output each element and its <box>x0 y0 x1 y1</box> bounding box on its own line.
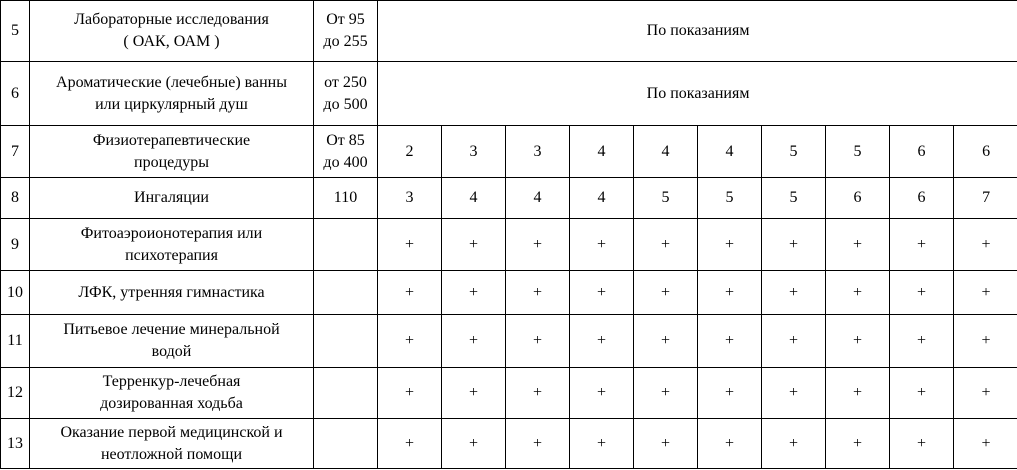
value-cell: + <box>890 219 954 271</box>
value-cell: + <box>634 419 698 469</box>
value-cell: + <box>570 368 634 419</box>
price-line: От 95 <box>326 11 365 28</box>
value-cell: + <box>506 219 570 271</box>
value-cell: 2 <box>378 126 442 178</box>
table-row <box>1 178 1017 219</box>
value-cell: 4 <box>506 178 570 219</box>
service-name-line: Ароматические (лечебные) ванны <box>56 73 287 91</box>
value-cell: + <box>442 219 506 271</box>
table-row <box>1 219 1017 271</box>
service-name-line: Питьевое лечение минеральной <box>63 321 280 338</box>
service-name <box>30 419 314 469</box>
service-name-line: или циркулярный душ <box>95 95 248 113</box>
service-name-line: дозированная ходьба <box>100 395 243 412</box>
row-number: 7 <box>1 126 30 178</box>
value-cell: 5 <box>826 126 890 178</box>
value-cell: + <box>762 368 826 419</box>
service-name-line: Фитоаэроионотерапия или <box>80 224 263 242</box>
row-number: 9 <box>1 219 30 271</box>
value-cell: + <box>634 219 698 271</box>
value-cell: + <box>698 368 762 419</box>
value-cell: + <box>442 271 506 315</box>
table-row <box>1 368 1017 419</box>
value-cell: + <box>570 419 634 469</box>
price-cell <box>314 178 378 219</box>
price-line: до 400 <box>323 153 368 171</box>
value-cell: + <box>762 315 826 368</box>
value-cell: + <box>954 368 1017 419</box>
value-cell: + <box>506 419 570 469</box>
value-cell: + <box>826 219 890 271</box>
table-body <box>1 1 1017 469</box>
service-name-line: Лабораторные исследования <box>74 11 269 28</box>
value-cell: + <box>442 368 506 419</box>
value-cell: 4 <box>570 178 634 219</box>
value-cell: + <box>570 271 634 315</box>
value-cell: + <box>762 219 826 271</box>
price-cell <box>314 219 378 271</box>
service-name-line: процедуры <box>134 153 209 171</box>
row-number: 8 <box>1 178 30 219</box>
price-line: от 250 <box>324 73 367 91</box>
service-name <box>30 62 314 126</box>
value-cell: + <box>634 271 698 315</box>
value-cell: + <box>890 419 954 469</box>
value-cell: + <box>378 315 442 368</box>
price-cell <box>314 126 378 178</box>
value-cell: + <box>890 368 954 419</box>
price-cell <box>314 368 378 419</box>
indication-cell: По показаниям <box>378 1 1017 62</box>
service-name-line: ( ОАК, ОАМ ) <box>123 33 220 50</box>
value-cell: 7 <box>954 178 1017 219</box>
value-cell: + <box>826 368 890 419</box>
service-name-line: неотложной помощи <box>100 445 243 463</box>
value-cell: + <box>378 219 442 271</box>
row-number: 12 <box>1 368 30 419</box>
value-cell: 6 <box>954 126 1017 178</box>
service-name-line: Терренкур-лечебная <box>102 373 241 390</box>
price-line: до 255 <box>323 33 368 50</box>
price-line: до 500 <box>323 95 368 113</box>
value-cell: 6 <box>826 178 890 219</box>
value-cell: + <box>570 219 634 271</box>
service-name <box>30 315 314 368</box>
price-cell <box>314 1 378 62</box>
value-cell: 3 <box>506 126 570 178</box>
value-cell: 5 <box>762 126 826 178</box>
service-name <box>30 271 314 315</box>
service-name-line: психотерапия <box>125 246 218 264</box>
value-cell: + <box>506 368 570 419</box>
value-cell: + <box>826 271 890 315</box>
indication-cell: По показаниям <box>378 62 1017 126</box>
value-cell: 4 <box>634 126 698 178</box>
value-cell: 3 <box>378 178 442 219</box>
table-row <box>1 1 1017 62</box>
value-cell: 6 <box>890 126 954 178</box>
table-row <box>1 419 1017 469</box>
value-cell: + <box>890 271 954 315</box>
value-cell: + <box>762 271 826 315</box>
value-cell: + <box>826 315 890 368</box>
value-cell: + <box>954 315 1017 368</box>
service-name-line: Оказание первой медицинской и <box>60 423 283 441</box>
price-line: От 85 <box>326 131 365 149</box>
value-cell: + <box>890 315 954 368</box>
value-cell: + <box>378 419 442 469</box>
price-cell <box>314 62 378 126</box>
value-cell: + <box>954 219 1017 271</box>
value-cell: + <box>954 419 1017 469</box>
price-cell <box>314 315 378 368</box>
value-cell: + <box>570 315 634 368</box>
service-name <box>30 178 314 219</box>
value-cell: + <box>826 419 890 469</box>
value-cell: 4 <box>698 126 762 178</box>
value-cell: + <box>378 271 442 315</box>
value-cell: 4 <box>570 126 634 178</box>
value-cell: + <box>442 419 506 469</box>
value-cell: + <box>698 219 762 271</box>
service-name-line: ЛФК, утренняя гимнастика <box>78 283 265 301</box>
service-name-line: Физиотерапевтические <box>92 131 251 149</box>
table-row <box>1 126 1017 178</box>
value-cell: + <box>506 315 570 368</box>
value-cell: + <box>698 315 762 368</box>
service-name <box>30 126 314 178</box>
price-cell <box>314 271 378 315</box>
row-number: 5 <box>1 1 30 62</box>
service-name-line: Ингаляции <box>134 189 209 206</box>
value-cell: + <box>762 419 826 469</box>
table-row <box>1 271 1017 315</box>
value-cell: 4 <box>442 178 506 219</box>
service-name-line: водой <box>151 343 192 360</box>
table-row <box>1 315 1017 368</box>
service-name <box>30 219 314 271</box>
row-number: 6 <box>1 62 30 126</box>
price-cell <box>314 419 378 469</box>
value-cell: + <box>634 368 698 419</box>
price-line: 110 <box>333 189 358 206</box>
value-cell: + <box>442 315 506 368</box>
value-cell: + <box>698 419 762 469</box>
value-cell: + <box>954 271 1017 315</box>
row-number: 11 <box>1 315 30 368</box>
table-row <box>1 62 1017 126</box>
value-cell: + <box>634 315 698 368</box>
value-cell: 5 <box>698 178 762 219</box>
value-cell: + <box>506 271 570 315</box>
value-cell: 3 <box>442 126 506 178</box>
service-name <box>30 368 314 419</box>
value-cell: 5 <box>634 178 698 219</box>
value-cell: + <box>698 271 762 315</box>
value-cell: 6 <box>890 178 954 219</box>
row-number: 10 <box>1 271 30 315</box>
row-number: 13 <box>1 419 30 469</box>
value-cell: 5 <box>762 178 826 219</box>
value-cell: + <box>378 368 442 419</box>
service-name <box>30 1 314 62</box>
